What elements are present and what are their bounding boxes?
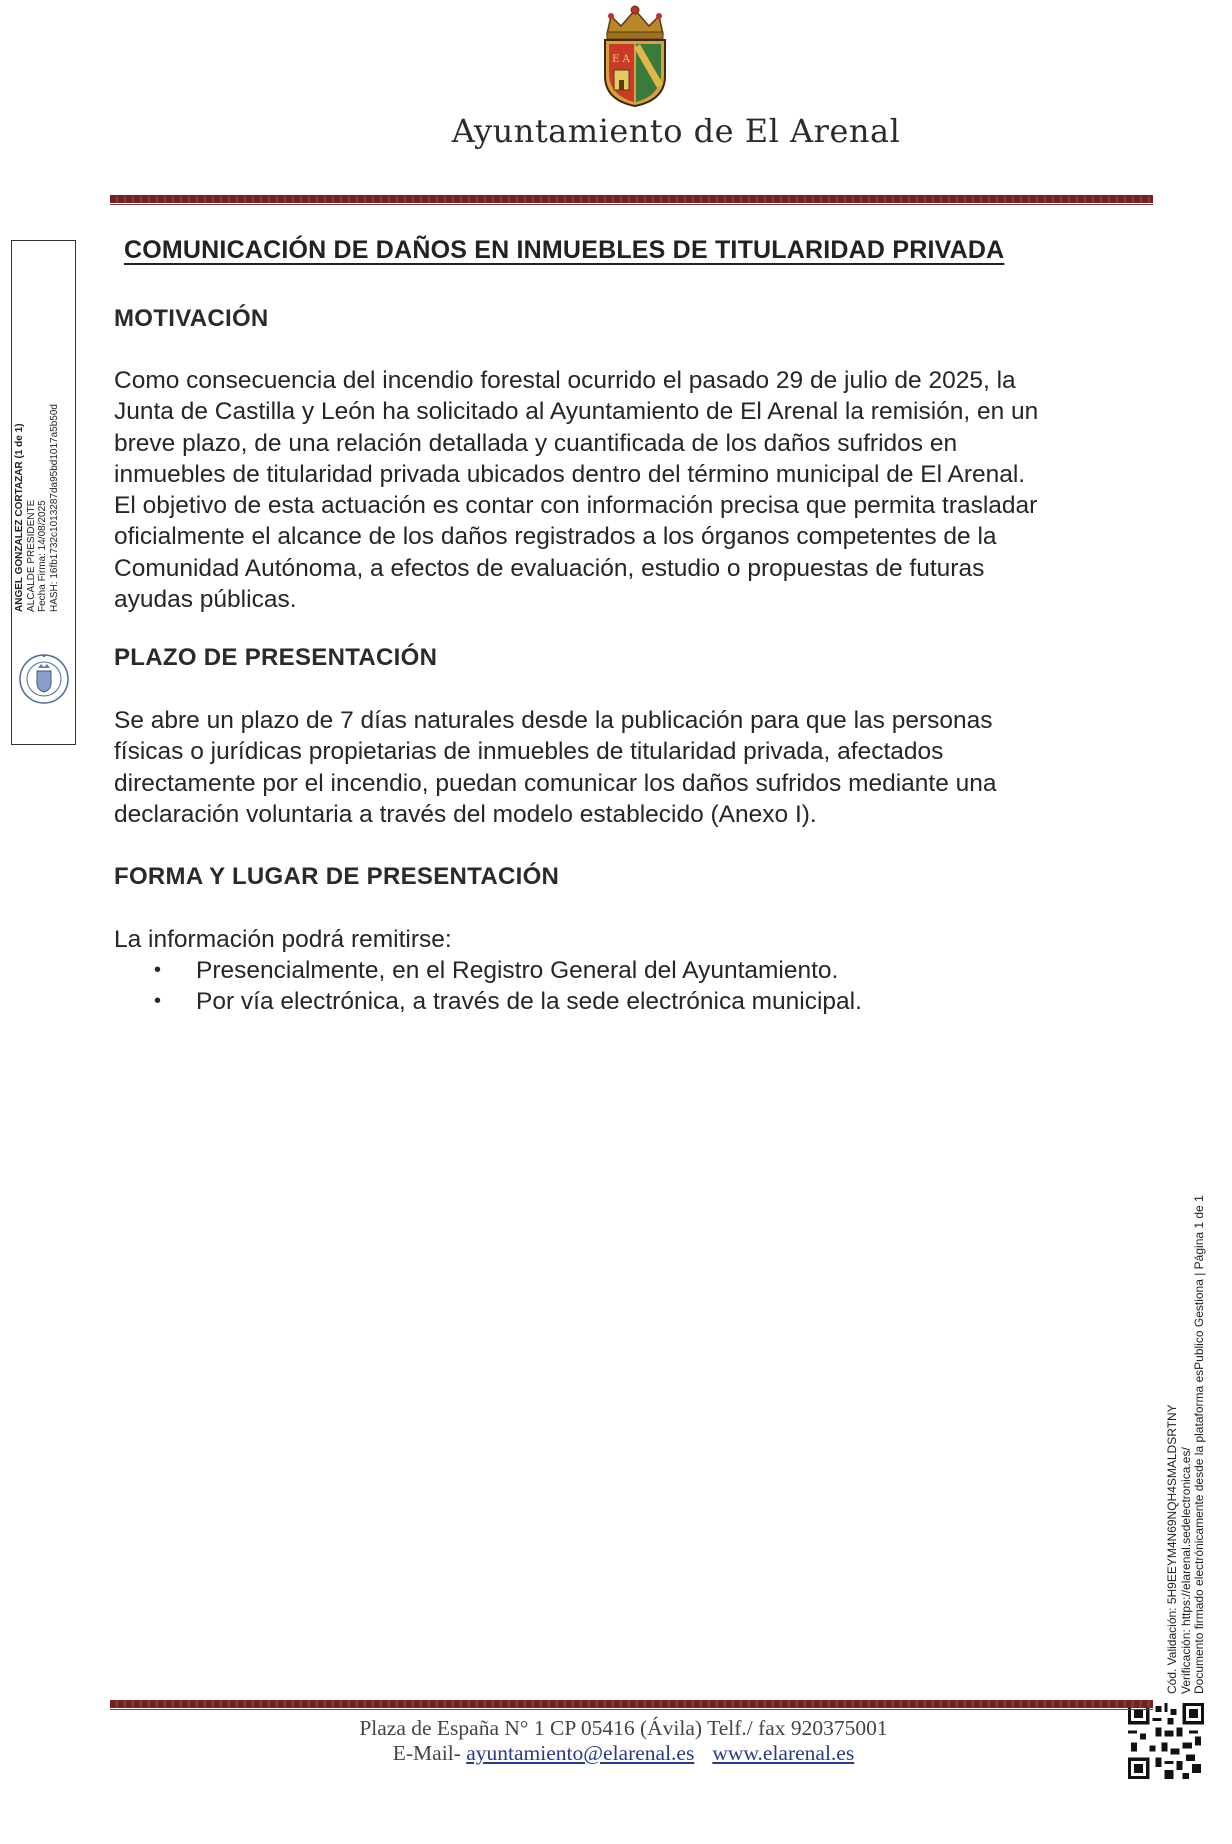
submission-methods-list <box>152 955 862 1018</box>
verification-text <box>1166 1134 1207 1694</box>
svg-text:E A: E A <box>612 54 630 65</box>
bullet-icon: • <box>154 990 162 1013</box>
footer-contact <box>0 1741 1232 1766</box>
section-body-motivacion: Como consecuencia del incendio forestal ocurrido el pasado 29 de julio de 2025, la Junta de Castilla y León ha solicitado al Ayuntamiento de El Arenal la remisión, en un breve plazo, de una relación detallada y cuantificada de los daños sufridos en inmuebles de titularidad privada ubicados dentro del término municipal de El Arenal. El objetivo de esta actuación es contar con información precisa que permita trasladar oficialmente el alcance de los daños registrados a los órganos competentes de la Comunidad Autónoma, a efectos de evaluación, estudio o propuestas de futuras ayudas públicas. <box>114 367 1039 614</box>
organization-name: Ayuntamiento de El Arenal <box>451 112 901 150</box>
list-item-text: Por vía electrónica, a través de la sede electrónica municipal. <box>196 988 862 1016</box>
validation-code: Cód. Validación: 5H9EEYM4N69NQH4SMALDSRTNY <box>1165 1404 1179 1694</box>
signer-name: ANGEL GONZALEZ CORTAZAR (1 de 1) <box>14 423 25 612</box>
signature-hash: HASH: 16fb1732c1013287da95bd1017a5b50d <box>48 404 60 612</box>
footer-divider <box>110 1700 1153 1708</box>
verification-url: Verificación: https://elarenal.sedelectronica.es/ <box>1178 1447 1193 1694</box>
coat-of-arms-icon <box>597 4 673 108</box>
municipal-seal-icon <box>18 653 70 705</box>
email-link[interactable]: ayuntamiento@elarenal.es <box>466 1741 695 1765</box>
section-body-plazo: Se abre un plazo de 7 días naturales desde la publicación para que las personas físicas o jurídicas propietarias de inmuebles de titularidad privada, afectados directamente por el incendio, puedan comunicar los daños sufridos mediante una declaración voluntaria a través del modelo establecido (Anexo I). <box>114 707 997 828</box>
email-label: E-Mail- <box>392 1741 461 1765</box>
list-item <box>152 955 862 986</box>
section-body-forma-lugar: La información podrá remitirse: <box>114 926 452 953</box>
signature-platform-note: Documento firmado electrónicamente desde la plataforma esPublico Gestiona | Página 1 de 1 <box>1192 1195 1206 1694</box>
header-divider <box>110 195 1153 203</box>
document-title: COMUNICACIÓN DE DAÑOS EN INMUEBLES DE TITULARIDAD PRIVADA <box>124 236 1005 264</box>
signature-date: Fecha Firma: 14/08/2025 <box>37 500 48 612</box>
section-heading-plazo: PLAZO DE PRESENTACIÓN <box>114 644 438 671</box>
bullet-icon: • <box>154 959 162 981</box>
website-link[interactable]: www.elarenal.es <box>712 1741 855 1765</box>
signature-stamp-text <box>14 382 60 612</box>
list-item-text: Presencialmente, en el Registro General del Ayuntamiento. <box>196 957 839 984</box>
list-item <box>152 986 862 1017</box>
footer-address: Plaza de España N° 1 CP 05416 (Ávila) Telf./ fax 920375001 <box>359 1716 888 1740</box>
section-heading-motivacion: MOTIVACIÓN <box>114 305 269 332</box>
signer-role: ALCALDE PRESIDENTE <box>25 499 37 612</box>
section-heading-forma-lugar: FORMA Y LUGAR DE PRESENTACIÓN <box>114 863 560 890</box>
